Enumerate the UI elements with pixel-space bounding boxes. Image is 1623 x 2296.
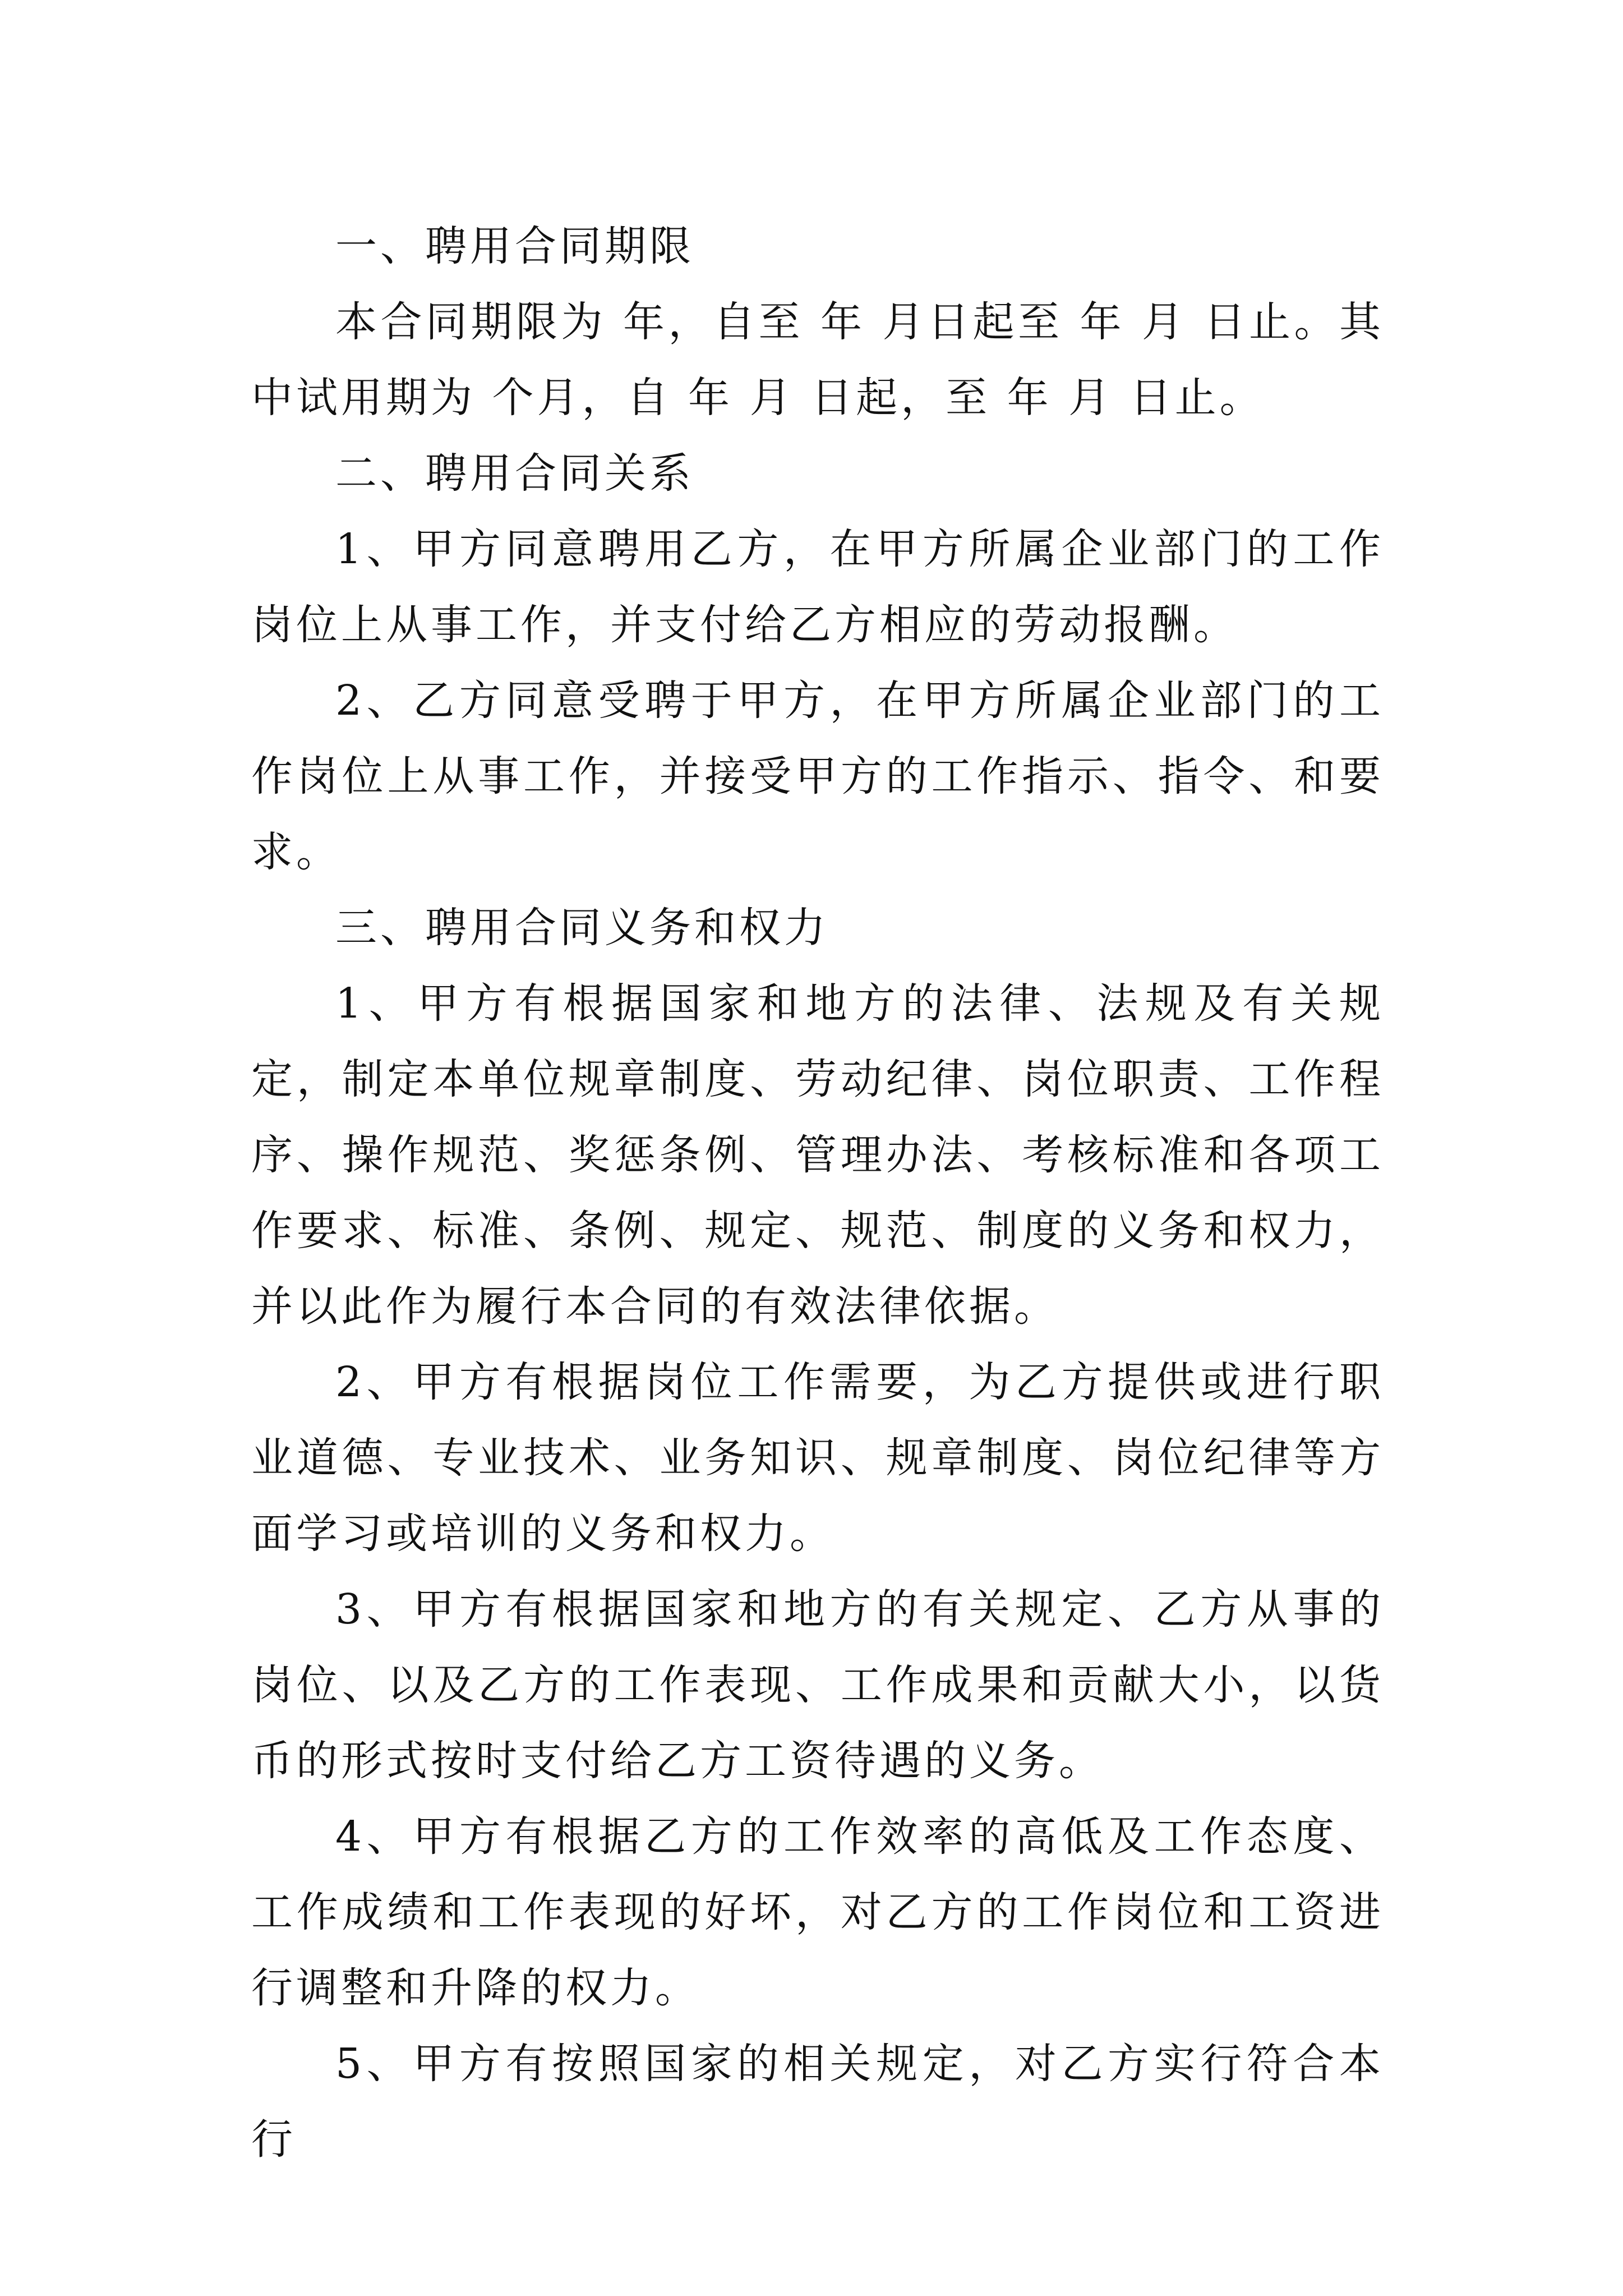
paragraph-obligation-3: 3、甲方有根据国家和地方的有关规定、乙方从事的岗位、以及乙方的工作表现、工作成果和贡献大小，以货币的形式按时支付给乙方工资待遇的义务。 [251,1585,1384,1785]
paragraph-obligation-5: 5、甲方有按照国家的相关规定，对乙方实行符合本行 [251,2040,1384,2164]
section-heading-obligations: 三、聘用合同义务和权力 [335,904,829,952]
paragraph-relationship-1: 1、甲方同意聘用乙方，在甲方所属企业部门的工作岗位上从事工作，并支付给乙方相应的劳动报酬。 [251,525,1384,649]
section-heading-term: 一、聘用合同期限 [335,222,694,270]
document-body [251,209,1384,2178]
paragraph-obligation-4: 4、甲方有根据乙方的工作效率的高低及工作态度、工作成绩和工作表现的好坏，对乙方的工作岗位和工资进行调整和升降的权力。 [251,1812,1384,2012]
section-heading-relationship: 二、聘用合同关系 [335,449,694,498]
paragraph-term-duration: 本合同期限为 年，自至 年 月日起至 年 月 日止。其中试用期为 个月，自 年 月 日起，至 年 月 日止。 [251,298,1384,422]
paragraph-obligation-1: 1、甲方有根据国家和地方的法律、法规及有关规定，制定本单位规章制度、劳动纪律、岗位职责、工作程序、操作规范、奖惩条例、管理办法、考核标准和各项工作要求、标准、条例、规定、规范、制度的义务和权力，并以此作为履行本合同的有效法律依据。 [251,979,1384,1331]
paragraph-obligation-2: 2、甲方有根据岗位工作需要，为乙方提供或进行职业道德、专业技术、业务知识、规章制度、岗位纪律等方面学习或培训的义务和权力。 [251,1358,1384,1558]
paragraph-relationship-2: 2、乙方同意受聘于甲方，在甲方所属企业部门的工作岗位上从事工作，并接受甲方的工作指示、指令、和要求。 [251,677,1384,876]
